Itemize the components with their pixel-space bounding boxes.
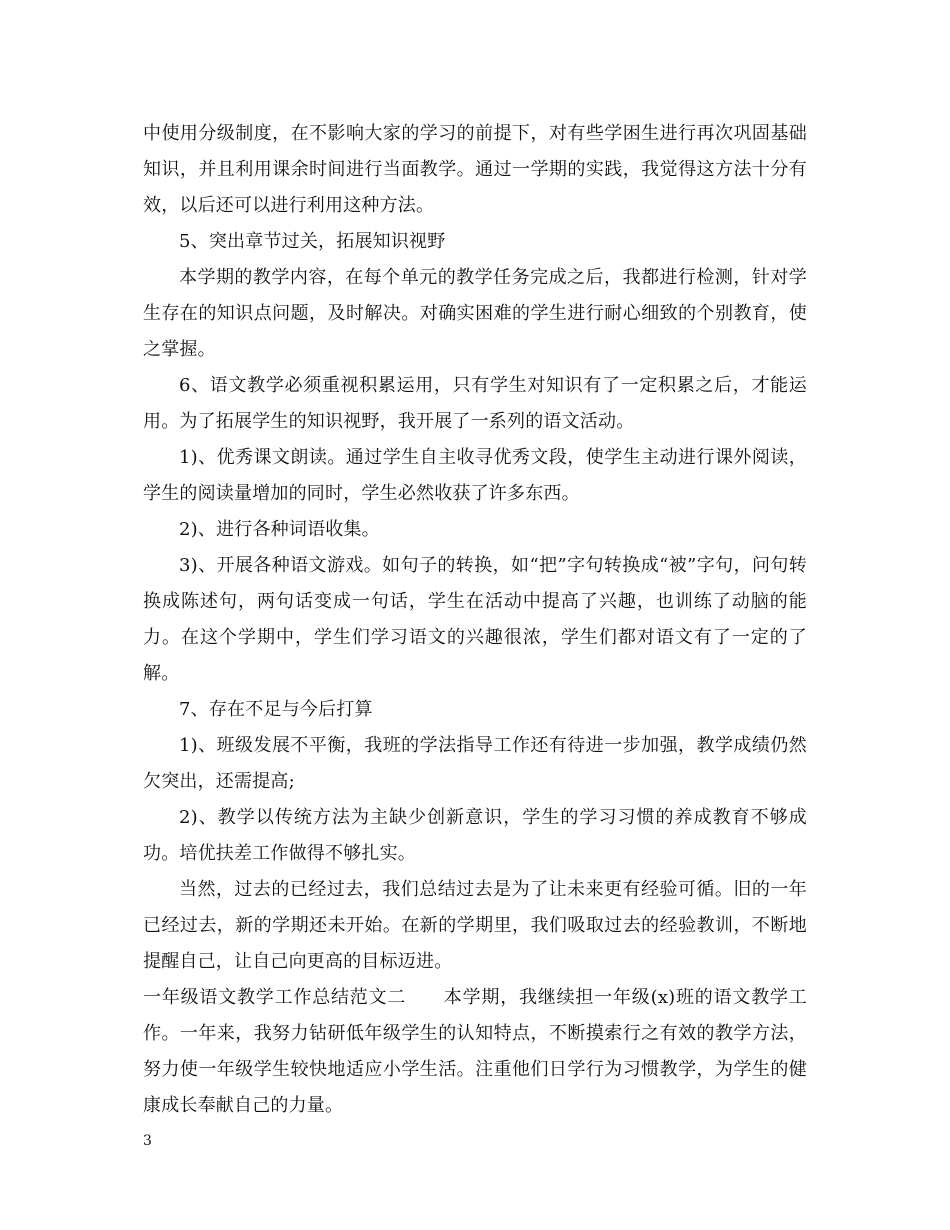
page-number: 3 — [143, 1133, 152, 1149]
body-text — [143, 116, 807, 1124]
list-item-imbalance: 1)、班级发展不平衡，我班的学法指导工作还有待进一步加强，教学成绩仍然欠突出，还需提高; — [143, 735, 807, 792]
section-heading-7: 7、存在不足与今后打算 — [179, 699, 373, 720]
list-item-games: 3)、开展各种语文游戏。如句子的转换，如“把”字句转换成“被”字句，问句转换成陈述句，两句话变成一句话，学生在活动中提高了兴趣，也训练了动脑的能力。在这个学期中，学生们学习语文的兴趣很浓，学生们都对语文有了一定的了解。 — [143, 555, 807, 684]
paragraph-sample-two: 一年级语文教学工作总结范文二 本学期，我继续担一年级(x)班的语文教学工作。一年来，我努力钻研低年级学生的认知特点，不断摸索行之有效的教学方法，努力使一年级学生较快地适应小学生活。注重他们日学行为习惯教学，为学生的健康成长奉献自己的力量。 — [143, 987, 807, 1116]
section-heading-5: 5、突出章节过关，拓展知识视野 — [179, 231, 446, 252]
paragraph-continuation: 中使用分级制度，在不影响大家的学习的前提下，对有些学困生进行再次巩固基础知识，并且利用课余时间进行当面教学。通过一学期的实践，我觉得这方法十分有效，以后还可以进行利用这种方法。 — [143, 123, 807, 216]
list-item-reading: 1)、优秀课文朗读。通过学生自主收寻优秀文段，使学生主动进行课外阅读，学生的阅读量增加的同时，学生必然收获了许多东西。 — [143, 447, 807, 504]
section-heading-6: 6、语文教学必须重视积累运用，只有学生对知识有了一定积累之后，才能运用。为了拓展学生的知识视野，我开展了一系列的语文活动。 — [143, 375, 807, 432]
paragraph-unit-testing: 本学期的教学内容，在每个单元的教学任务完成之后，我都进行检测，针对学生存在的知识点问题，及时解决。对确实困难的学生进行耐心细致的个别教育，使之掌握。 — [143, 267, 807, 360]
list-item-vocabulary: 2)、进行各种词语收集。 — [179, 519, 380, 540]
list-item-tradition: 2)、教学以传统方法为主缺少创新意识，学生的学习习惯的养成教育不够成功。培优扶差工作做得不够扎实。 — [143, 807, 807, 864]
paragraph-conclusion: 当然，过去的已经过去，我们总结过去是为了让未来更有经验可循。旧的一年已经过去，新的学期还未开始。在新的学期里，我们吸取过去的经验教训，不断地提醒自己，让自己向更高的目标迈进。 — [143, 879, 807, 972]
